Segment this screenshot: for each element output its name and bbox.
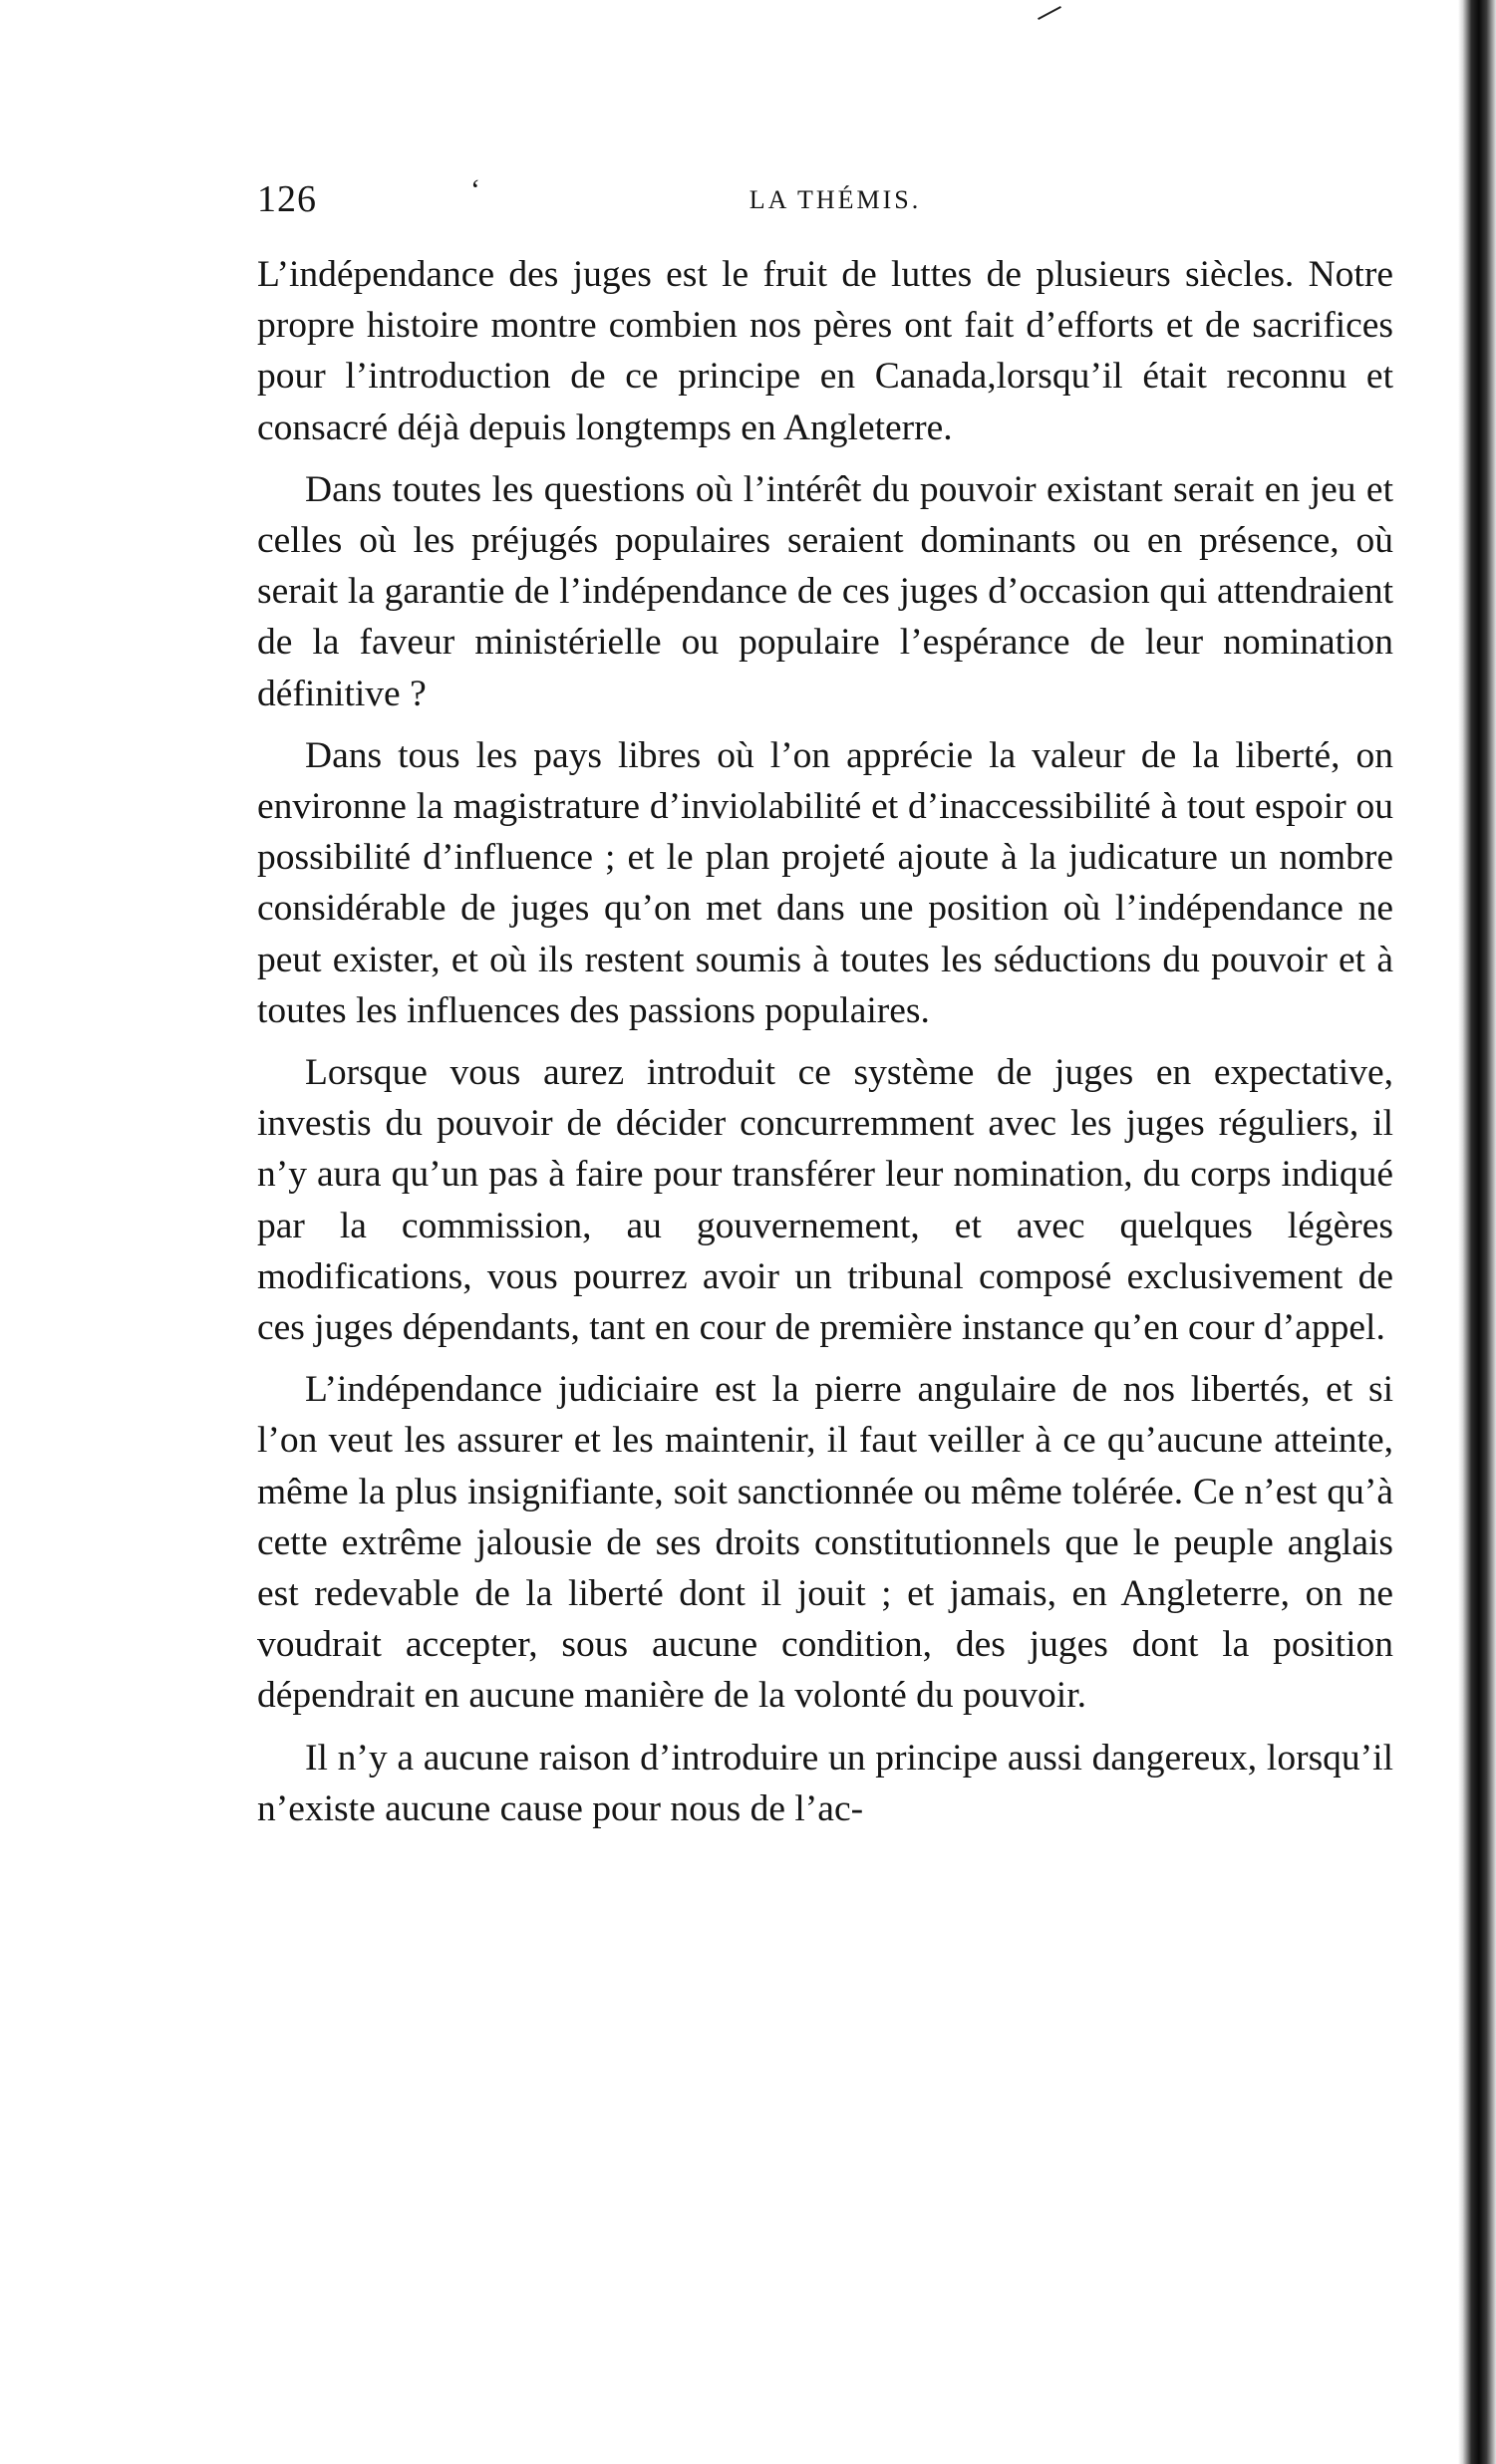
running-title: LA THÉMIS. — [748, 185, 922, 214]
book-edge — [1458, 0, 1496, 2464]
body-text — [257, 249, 1393, 1845]
paragraph-1: L’indépendance des juges est le fruit de luttes de plusieurs siècles. Notre propre histoire montre combien nos pères ont fait d’efforts et de sacrifices pour l’introduction de ce principe en Canada,lorsqu’il était reconnu et consacré déjà depuis longtemps en Angleterre. — [257, 254, 1393, 448]
running-head — [257, 173, 1393, 227]
paragraph-4: Lorsque vous aurez introduit ce système de juges en expectative, investis du pouvoir de décider concurremment avec les juges réguliers, il n’y aura qu’un pas à faire pour transférer leur nomination, du corps indiqué par la commission, au gouvernement, et avec quelques légères modifications, vous pourrez avoir un tribunal composé exclusivement de ces juges dépendants, tant en cour de première instance qu’en cour d’appel. — [257, 1052, 1393, 1349]
paragraph-2: Dans toutes les questions où l’intérêt du pouvoir existant serait en jeu et celles où les préjugés populaires seraient dominants ou en présence, où serait la garantie de l’indépendance de ces juges d’occasion qui attendraient de la faveur ministérielle ou populaire l’espérance de leur nomination définitive ? — [257, 468, 1393, 714]
paragraph-3: Dans tous les pays libres où l’on apprécie la valeur de la liberté, on environne la magistrature d’inviolabilité et d’inaccessibilité à tout espoir ou possibilité d’influence ; et le plan projeté ajoute à la judicature un nombre considérable de juges qu’on met dans une position où l’indépendance ne peut exister, et où ils restent soumis à toutes les séductions du pouvoir et à toutes les influences des passions populaires. — [257, 734, 1393, 1031]
paragraph-6: Il n’y a aucune raison d’introduire un principe aussi dangereux, lorsqu’il n’existe aucune cause pour nous de l’ac- — [257, 1737, 1393, 1829]
pen-mark — [1038, 6, 1061, 20]
page-number: 126 — [257, 178, 317, 220]
paragraph-5: L’indépendance judiciaire est la pierre angulaire de nos libertés, et si l’on veut les assurer et les maintenir, il faut veiller à ce qu’aucune atteinte, même la plus insignifiante, soit sanctionnée ou même tolérée. Ce n’est qu’à cette extrême jalousie de ses droits constitutionnels que le peuple anglais est redevable de la liberté dont il jouit ; et jamais, en Angleterre, on ne voudrait accepter, sous aucune condition, des juges dont la position dépendrait en aucune manière de la volonté du pouvoir. — [257, 1369, 1393, 1717]
head-mark: ‘ — [470, 173, 480, 206]
